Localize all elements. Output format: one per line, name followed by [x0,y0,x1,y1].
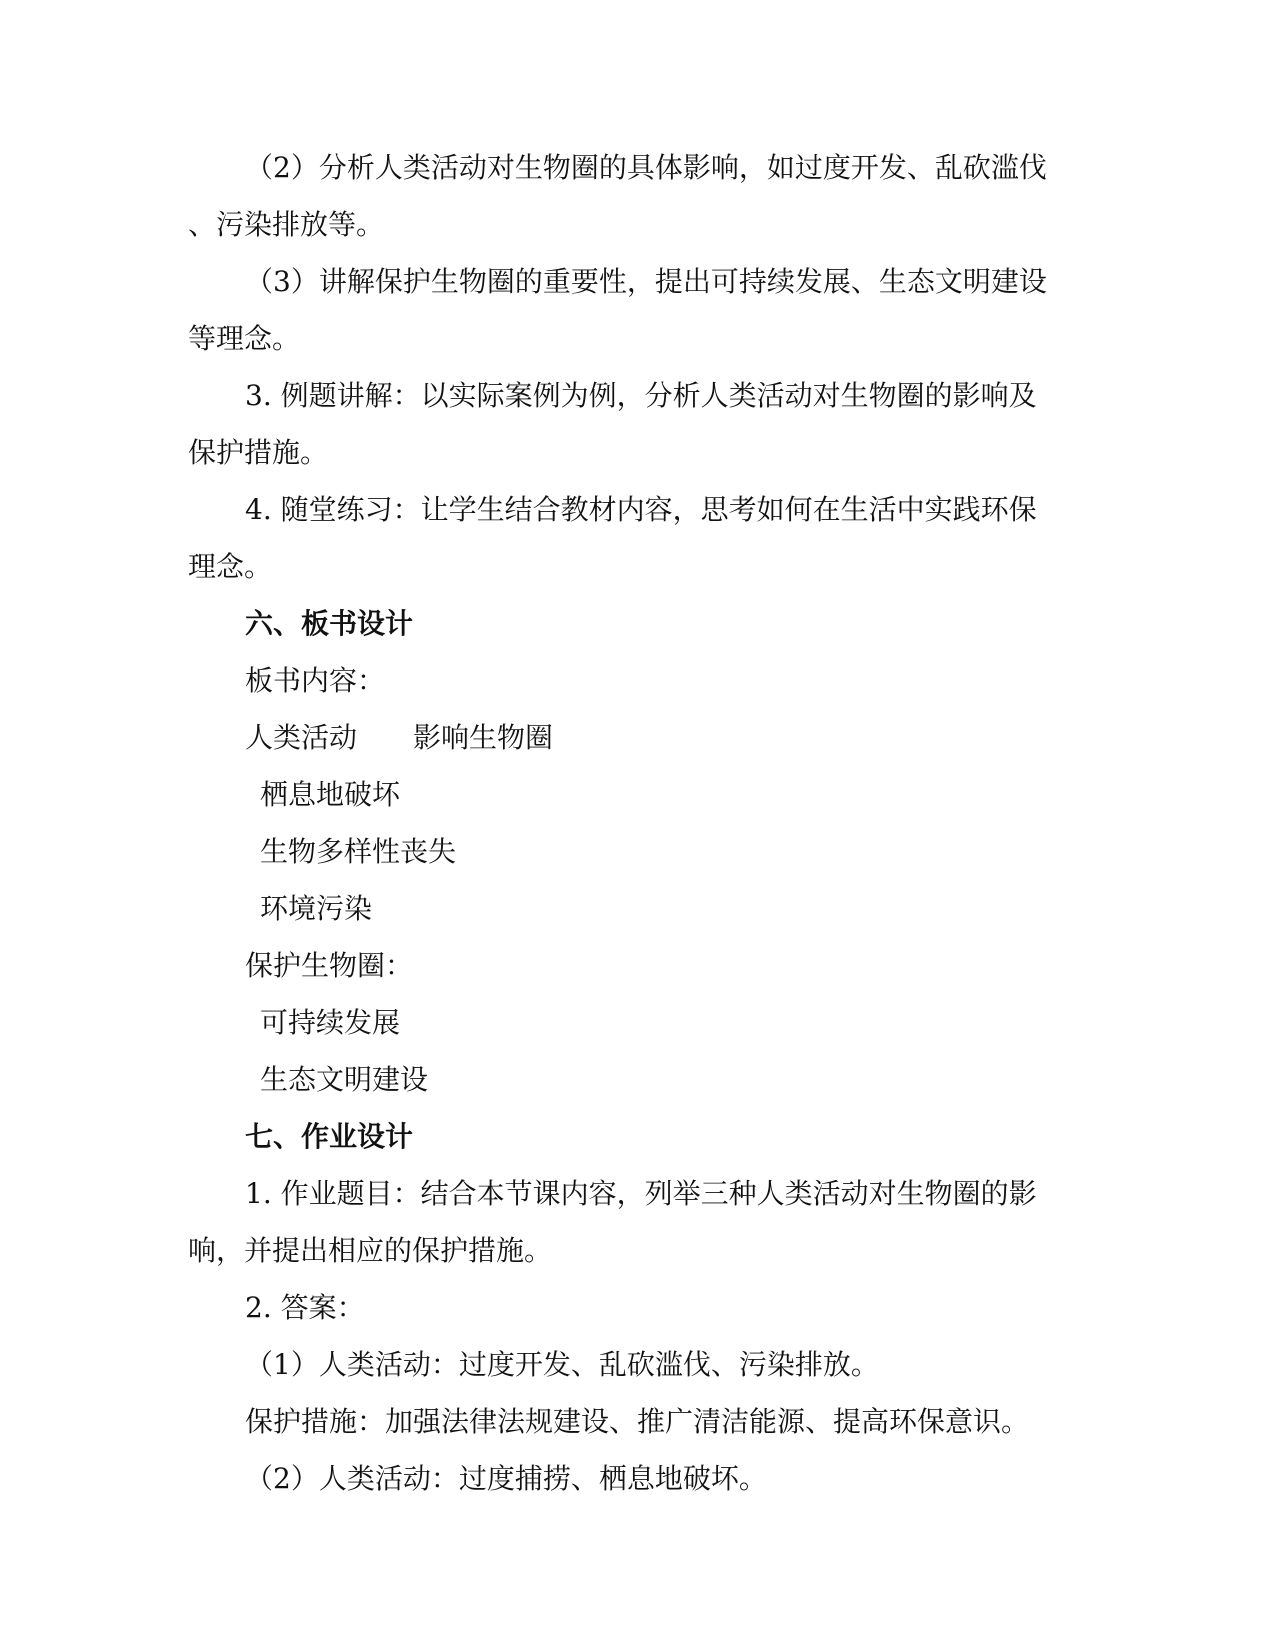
section-heading: 七、作业设计 [245,1120,414,1153]
paragraph-line: （3）讲解保护生物圈的重要性，提出可持续发展、生态文明建设 [245,265,1047,298]
board-item: 人类活动 [245,721,358,754]
board-item: 保护生物圈： [245,949,414,982]
paragraph-line: （2）人类活动：过度捕捞、栖息地破坏。 [245,1462,767,1495]
paragraph-line: 4. 随堂练习：让学生结合教材内容，思考如何在生活中实践环保 [245,493,1037,526]
board-item: 影响生物圈 [413,721,554,754]
paragraph-line: 1. 作业题目：结合本节课内容，列举三种人类活动对生物圈的影 [245,1177,1037,1210]
paragraph-line: 保护措施。 [188,436,329,469]
paragraph-line: 响，并提出相应的保护措施。 [188,1234,553,1267]
paragraph-line: 保护措施：加强法律法规建设、推广清洁能源、提高环保意识。 [245,1405,1030,1438]
paragraph-line: （2）分析人类活动对生物圈的具体影响，如过度开发、乱砍滥伐 [245,151,1047,184]
paragraph-line: 3. 例题讲解：以实际案例为例，分析人类活动对生物圈的影响及 [245,379,1037,412]
board-item: 生态文明建设 [260,1063,429,1096]
board-item: 生物多样性丧失 [260,835,457,868]
section-heading: 六、板书设计 [245,607,414,640]
paragraph-line: 理念。 [188,550,273,583]
board-item: 栖息地破坏 [260,778,401,811]
paragraph-line: （1）人类活动：过度开发、乱砍滥伐、污染排放。 [245,1348,879,1381]
board-item: 环境污染 [260,892,373,925]
paragraph-line: 等理念。 [188,322,301,355]
paragraph-line: 2. 答案： [245,1291,365,1324]
paragraph-line: 、污染排放等。 [188,208,385,241]
board-item: 可持续发展 [260,1006,401,1039]
board-row [0,710,1275,766]
paragraph-line: 板书内容： [245,664,386,697]
